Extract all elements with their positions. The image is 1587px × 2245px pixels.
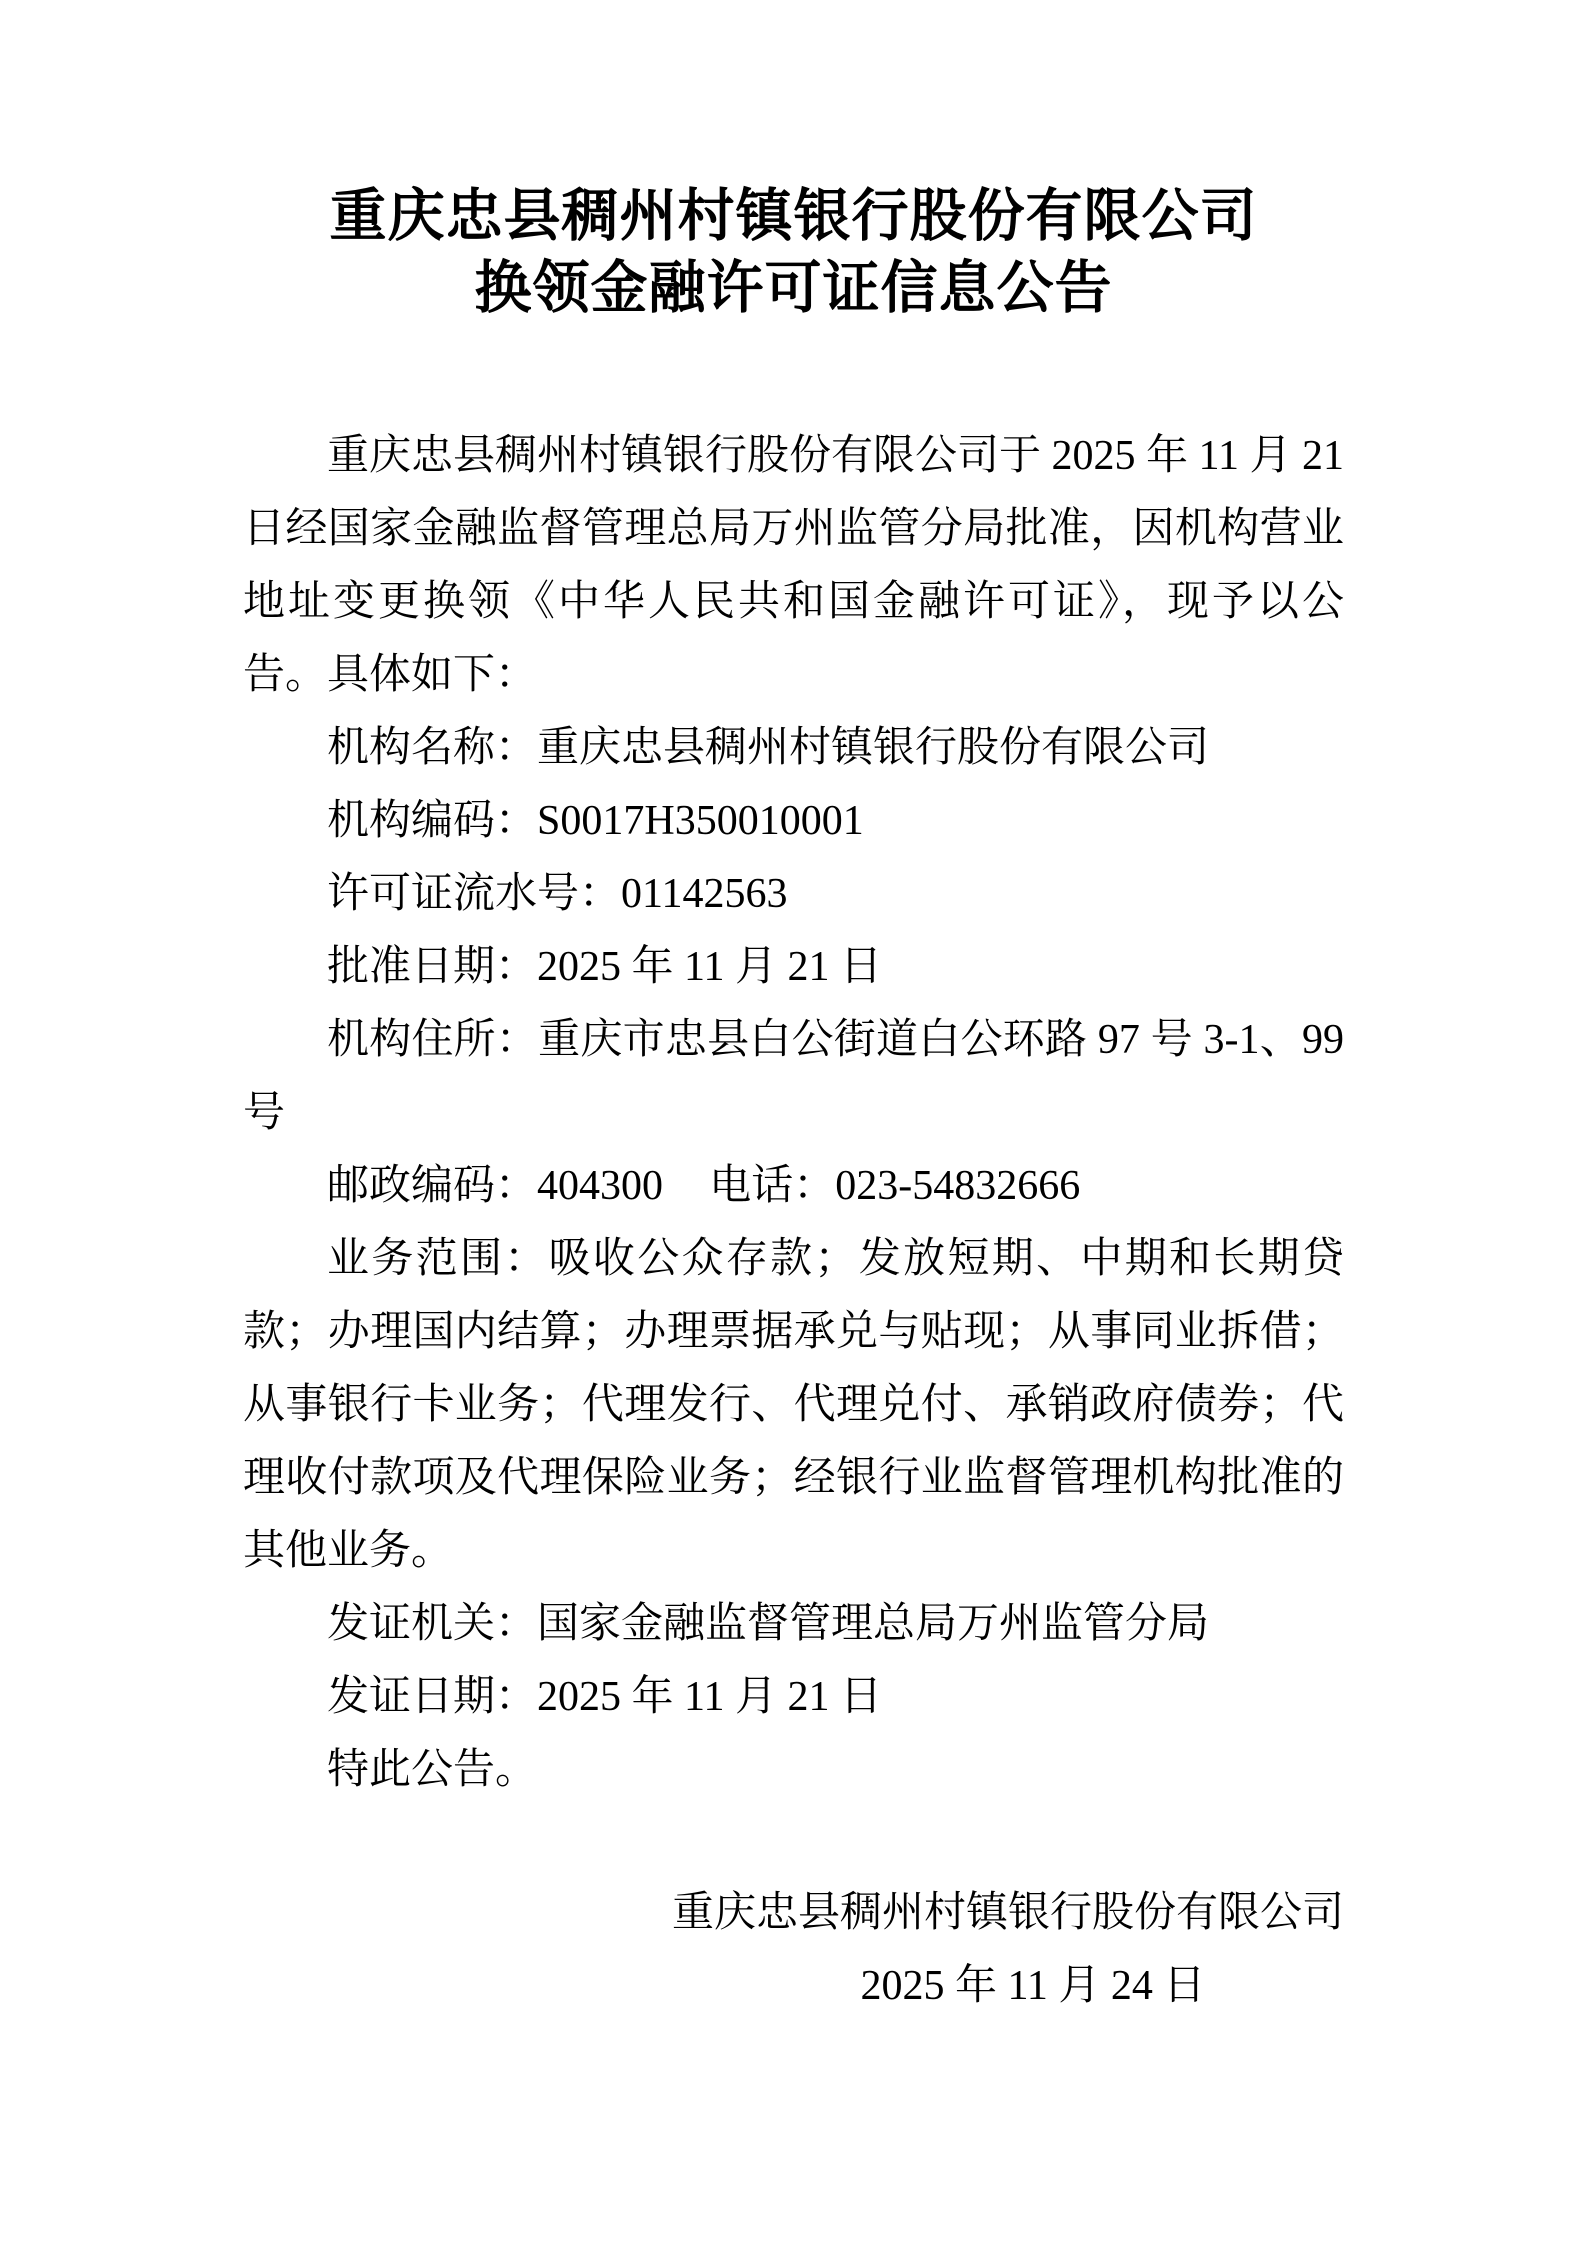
detail-line-org-code <box>243 785 1344 858</box>
phone-label: 电话： <box>709 1163 836 1209</box>
issue-date-label: 发证日期： <box>327 1674 538 1720</box>
detail-value-approval-date: 2025 年 11 月 21 日 <box>537 944 882 990</box>
detail-line-address <box>243 1004 1344 1150</box>
detail-line-postal-phone <box>243 1150 1344 1223</box>
signature-block <box>243 1877 1344 2023</box>
signature-date: 2025 年 11 月 24 日 <box>860 1963 1206 2009</box>
detail-value-org-name: 重庆忠县稠州村镇银行股份有限公司 <box>537 725 1210 771</box>
closing-line: 特此公告。 <box>327 1747 538 1793</box>
detail-label-org-name: 机构名称： <box>327 725 538 771</box>
detail-line-approval-date <box>243 931 1344 1004</box>
title-line-1: 重庆忠县稠州村镇银行股份有限公司 <box>329 184 1258 248</box>
issue-date-value: 2025 年 11 月 21 日 <box>537 1674 882 1720</box>
detail-label-address: 机构住所： <box>327 1017 539 1063</box>
title-line-2: 换领金融许可证信息公告 <box>474 256 1113 320</box>
business-scope-paragraph: 业务范围：吸收公众存款；发放短期、中期和长期贷款；办理国内结算；办理票据承兑与贴现；从事同业拆借；从事银行卡业务；代理发行、代理兑付、承销政府债券；代理收付款项及代理保险业务；经银行业监督管理机构批准的其他业务。 <box>243 1236 1344 1574</box>
issuer-value: 国家金融监督管理总局万州监管分局 <box>537 1601 1210 1647</box>
detail-label-approval-date: 批准日期： <box>327 944 538 990</box>
phone-value: 023-54832666 <box>835 1163 1081 1209</box>
document-body <box>243 420 1344 2023</box>
postal-code-value: 404300 <box>537 1163 664 1209</box>
detail-line-license-serial <box>243 858 1344 931</box>
detail-label-org-code: 机构编码： <box>327 798 538 844</box>
detail-label-license-serial: 许可证流水号： <box>327 871 622 917</box>
issuer-line <box>243 1588 1344 1661</box>
detail-value-license-serial: 01142563 <box>621 871 788 917</box>
document-title <box>0 0 1587 324</box>
phone-pair <box>709 1163 1080 1209</box>
postal-code-label: 邮政编码： <box>327 1163 538 1209</box>
issue-date-line <box>243 1661 1344 1734</box>
detail-value-org-code: S0017H350010001 <box>537 798 864 844</box>
issuer-label: 发证机关： <box>327 1601 538 1647</box>
signature-company: 重庆忠县稠州村镇银行股份有限公司 <box>671 1890 1344 1936</box>
intro-paragraph: 重庆忠县稠州村镇银行股份有限公司于 2025 年 11 月 21 日经国家金融监督管理总局万州监管分局批准，因机构营业地址变更换领《中华人民共和国金融许可证》，现予以公告。具体如下： <box>243 433 1344 698</box>
detail-line-org-name <box>243 712 1344 785</box>
detail-value-address: 重庆市忠县白公街道白公环路 97 号 3-1、99 号 <box>243 1017 1344 1136</box>
